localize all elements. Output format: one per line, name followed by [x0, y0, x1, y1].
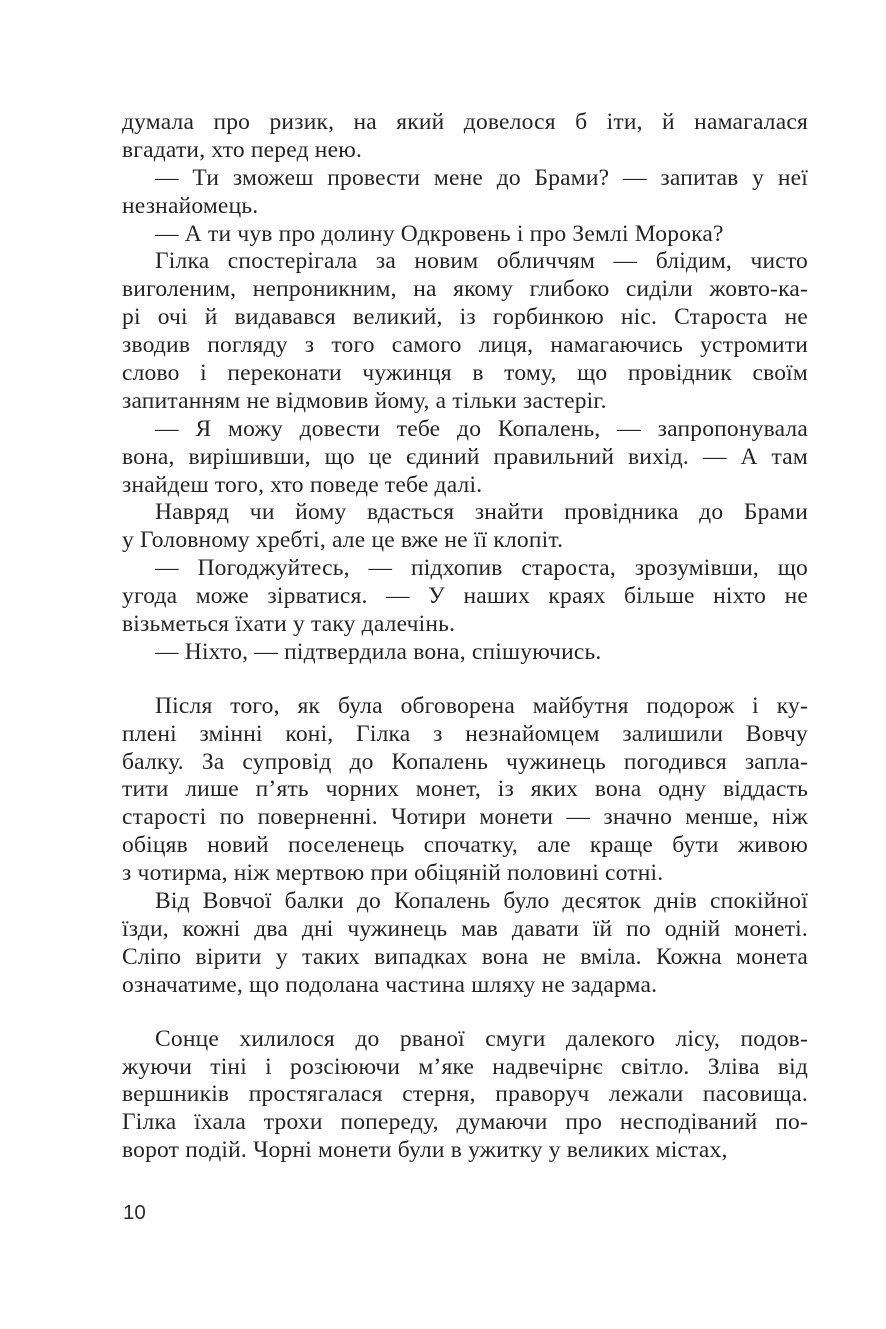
text-line: Сліпо вірити у таких випадках вона не вміла. Кожна монета: [122, 943, 808, 970]
text-line: старості по поверненні. Чотири монети — значно менше, ніж: [122, 804, 808, 831]
text-line: вершників простягалася стерня, праворуч лежали пасовища.: [122, 1081, 808, 1108]
paragraph: [122, 221, 808, 249]
text-line: думала про ризик, на який довелося б іти, й намагалася: [122, 109, 808, 135]
text-line: зводив погляду з того самого лиця, намагаючись устромити: [122, 332, 808, 359]
text-line: незнайомець.: [122, 192, 259, 219]
text-line: вгадати, хто перед нею.: [122, 136, 363, 163]
text-line: жуючи тіні і розсіюючи м’яке надвечірнє світло. Зліва від: [122, 1053, 808, 1080]
text-line: — Я можу довести тебе до Копалень, — запропонувала: [155, 415, 808, 442]
text-line: — Ніхто, — підтвердила вона, спішуючись.: [155, 638, 602, 665]
text-line: плені змінні коні, Гілка з незнайомцем залишили Вовчу: [122, 720, 808, 747]
page-number: 10: [123, 1201, 146, 1224]
paragraph: [122, 555, 808, 639]
text-line: тити лише п’ять чорних монет, із яких вона одну віддасть: [122, 776, 808, 803]
paragraph: [122, 1026, 808, 1165]
text-line: Навряд чи йому вдасться знайти провідника до Брами: [155, 499, 808, 526]
text-line: Від Вовчої балки до Копалень було десяток днів спокійної: [155, 888, 808, 915]
paragraph: [122, 639, 808, 667]
body-text: [122, 109, 808, 1165]
text-line: запитанням не відмовив йому, а тільки застеріг.: [122, 387, 607, 414]
text-line: угода може зірватися. — У наших краях більше ніхто не: [122, 583, 808, 610]
text-line: рі очі й видавався великий, із горбинкою ніс. Староста не: [122, 304, 808, 331]
text-line: — Ти зможеш провести мене до Брами? — запитав у неї: [155, 164, 808, 191]
paragraph: [122, 888, 808, 1000]
paragraph: [122, 416, 808, 500]
text-line: ворот подій. Чорні монети були в ужитку у великих містах,: [122, 1137, 728, 1164]
text-line: візьметься їхати у таку далечінь.: [122, 611, 456, 638]
text-line: виголеним, непроникним, на якому глибоко сиділи жовто-ка-: [122, 276, 808, 303]
paragraph: [122, 165, 808, 221]
text-line: їзди, кожні два дні чужинець мав давати їй по одній монеті.: [122, 915, 808, 942]
text-line: з чотирма, ніж мертвою при обіцяній половині сотні.: [122, 860, 664, 887]
paragraph: [122, 693, 808, 888]
text-line: балку. За супровід до Копалень чужинець погодився запла-: [122, 748, 808, 775]
text-line: Гілка їхала трохи попереду, думаючи про несподіваний по-: [122, 1109, 808, 1136]
paragraph: [122, 499, 808, 555]
text-line: Після того, як була обговорена майбутня подорож і ку-: [155, 692, 808, 719]
text-line: Сонце хилилося до рваної смуги далекого лісу, подов-: [155, 1025, 808, 1052]
text-line: у Головному хребті, але це вже не її клопіт.: [122, 527, 564, 554]
text-line: вона, вирішивши, що це єдиний правильний вихід. — А там: [122, 443, 808, 470]
paragraph: [122, 109, 808, 165]
text-line: Гілка спостерігала за новим обличчям — блідим, чисто: [155, 248, 808, 275]
text-line: означатиме, що подолана частина шляху не задарма.: [122, 971, 658, 998]
text-line: — А ти чув про долину Одкровень і про Землі Морока?: [155, 220, 724, 247]
text-line: — Погоджуйтесь, — підхопив староста, зрозумівши, що: [155, 555, 808, 582]
text-line: слово і переконати чужинця в тому, що провідник своїм: [122, 360, 808, 387]
paragraph: [122, 248, 808, 415]
text-line: знайдеш того, хто поведе тебе далі.: [122, 471, 483, 498]
text-line: обіцяв новий поселенець спочатку, але краще бути живою: [122, 832, 808, 859]
